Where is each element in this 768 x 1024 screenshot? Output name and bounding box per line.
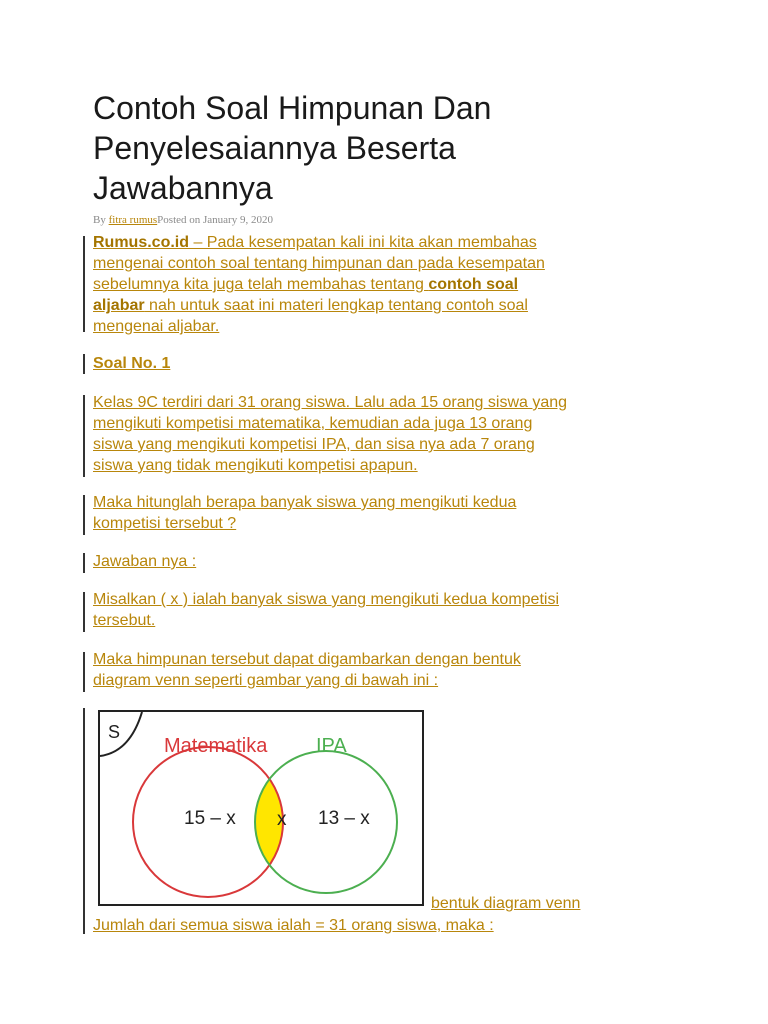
quote-bar — [83, 354, 85, 374]
venn-intro-line: Maka himpunan tersebut dapat digambarkan dengan bentuk — [93, 651, 521, 668]
question-line: Kelas 9C terdiri dari 31 orang siswa. Lalu ada 15 orang siswa yang — [93, 394, 568, 411]
intro-line-4: aljabar nah untuk saat ini materi lengkap tentang contoh soal — [93, 297, 528, 314]
article-title — [93, 88, 693, 208]
question-paragraph — [93, 392, 693, 476]
universe-corner-arc — [100, 712, 142, 756]
author-link[interactable]: fitra rumus — [108, 214, 158, 226]
let-line: Misalkan ( x ) ialah banyak siswa yang mengikuti kedua kompetisi — [93, 591, 559, 608]
title-line-1: Contoh Soal Himpunan Dan — [93, 90, 492, 126]
figure-caption: bentuk diagram venn — [431, 895, 581, 912]
site-link[interactable]: Rumus.co.id — [93, 234, 190, 251]
intro-paragraph — [93, 232, 693, 337]
quote-bar — [83, 652, 85, 692]
aljabar-link[interactable]: aljabar — [93, 297, 145, 314]
venn-diagram-image — [98, 710, 424, 906]
ipa-label: IPA — [316, 735, 347, 757]
quote-bar — [83, 236, 85, 332]
ask-paragraph — [93, 492, 693, 534]
title-line-2: Penyelesaiannya Beserta — [93, 130, 456, 166]
universe-label: S — [108, 722, 121, 742]
byline — [93, 214, 273, 226]
quote-bar — [83, 592, 85, 632]
byline-by: By — [93, 214, 109, 226]
answer-label: Jawaban nya : — [93, 553, 197, 570]
quote-bar — [83, 395, 85, 477]
intro-line-3: sebelumnya kita juga telah membahas tentang contoh soal — [93, 276, 519, 293]
intro-line-2: mengenai contoh soal tentang himpunan dan pada kesempatan — [93, 255, 545, 272]
quote-bar — [83, 495, 85, 535]
intro-line-5: mengenai aljabar. — [93, 318, 220, 335]
venn-intro-line: diagram venn seperti gambar yang di bawah ini : — [93, 672, 439, 689]
question-line: siswa yang mengikuti kompetisi IPA, dan sisa nya ada 7 orang — [93, 436, 535, 453]
soal-heading: Soal No. 1 — [93, 355, 171, 372]
title-line-3: Jawabannya — [93, 170, 273, 206]
venn-intro-paragraph — [93, 649, 693, 691]
total-line: Jumlah dari semua siswa ialah = 31 orang siswa, maka : — [93, 917, 494, 934]
question-line: siswa yang tidak mengikuti kompetisi apapun. — [93, 457, 418, 474]
ask-line: Maka hitunglah berapa banyak siswa yang mengikuti kedua — [93, 494, 517, 511]
ask-line: kompetisi tersebut ? — [93, 515, 237, 532]
let-line: tersebut. — [93, 612, 156, 629]
question-line: mengikuti kompetisi matematika, kemudian ada juga 13 orang — [93, 415, 533, 432]
matematika-label: Matematika — [164, 735, 268, 757]
intro-line-1: Rumus.co.id – Pada kesempatan kali ini kita akan membahas — [93, 234, 537, 251]
intersection-value: x — [277, 809, 287, 830]
venn-diagram-svg — [100, 712, 422, 904]
posted-date: Posted on January 9, 2020 — [157, 214, 273, 226]
let-paragraph — [93, 589, 693, 631]
quote-bar — [83, 553, 85, 573]
only-matematika-value: 15 – x — [184, 808, 236, 829]
contoh-soal-link[interactable]: contoh soal — [428, 276, 519, 293]
only-ipa-value: 13 – x — [318, 808, 370, 829]
quote-bar — [83, 708, 85, 934]
